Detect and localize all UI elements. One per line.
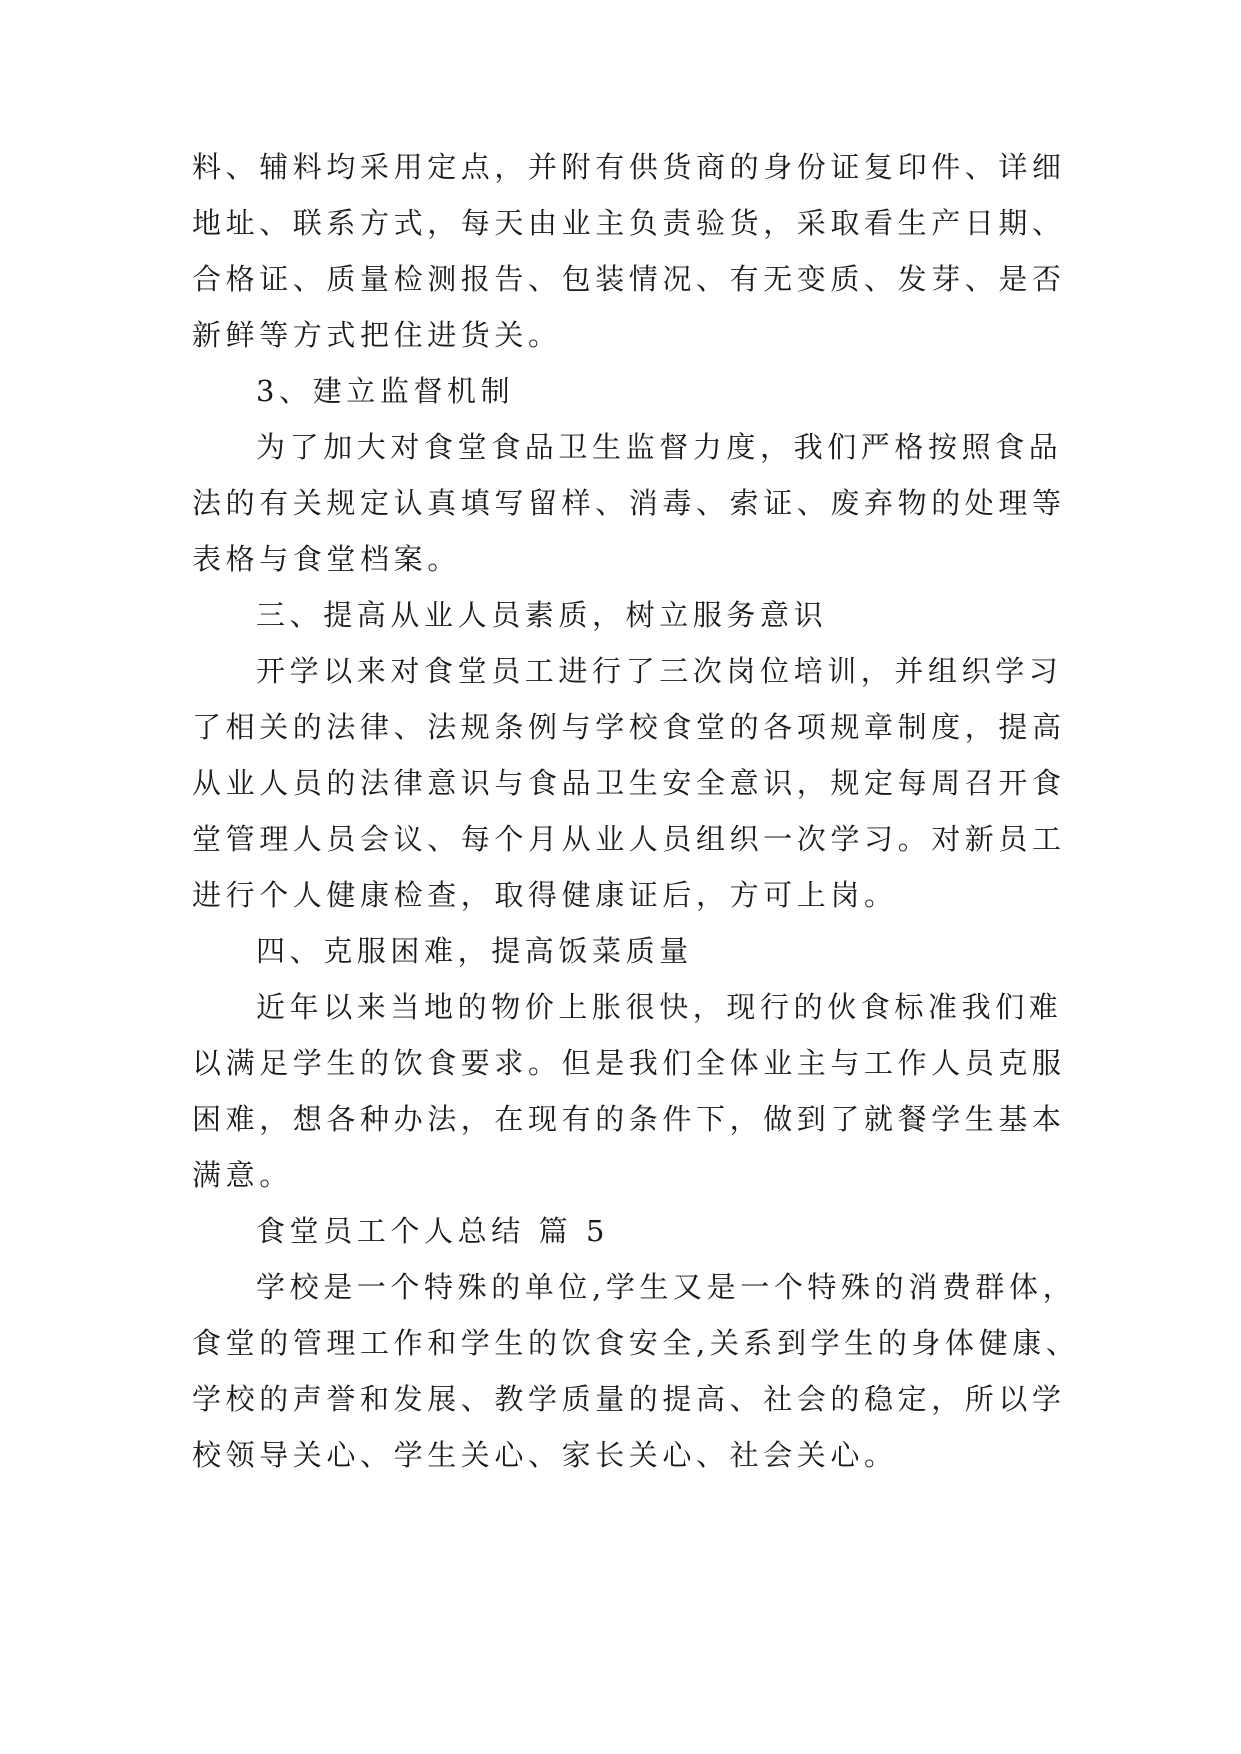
text-line: 学校是一个特殊的单位,学生又是一个特殊的消费群体， xyxy=(256,1270,1077,1304)
section-heading: 3、建立监督机制 xyxy=(256,374,515,408)
article-title: 食堂员工个人总结 篇 5 xyxy=(256,1214,610,1248)
text-line: 为了加大对食堂食品卫生监督力度，我们严格按照食品 xyxy=(256,430,1063,464)
section-heading: 四、克服困难，提高饭菜质量 xyxy=(256,934,693,968)
text-line: 食堂的管理工作和学生的饮食安全,关系到学生的身体健康、 xyxy=(192,1326,1080,1360)
text-line: 料、辅料均采用定点，并附有供货商的身份证复印件、详细 xyxy=(192,150,1066,184)
text-line: 表格与食堂档案。 xyxy=(192,542,461,576)
text-line: 近年以来当地的物价上胀很快，现行的伙食标准我们难 xyxy=(256,990,1063,1024)
text-line: 合格证、质量检测报告、包装情况、有无变质、发芽、是否 xyxy=(192,262,1066,296)
text-line: 堂管理人员会议、每个月从业人员组织一次学习。对新员工 xyxy=(192,822,1066,856)
text-line: 了相关的法律、法规条例与学校食堂的各项规章制度，提高 xyxy=(192,710,1066,744)
text-line: 新鲜等方式把住进货关。 xyxy=(192,318,562,352)
text-line: 从业人员的法律意识与食品卫生安全意识，规定每周召开食 xyxy=(192,766,1066,800)
section-heading: 三、提高从业人员素质，树立服务意识 xyxy=(256,598,828,632)
text-line: 法的有关规定认真填写留样、消毒、索证、废弃物的处理等 xyxy=(192,486,1066,520)
text-line: 满意。 xyxy=(192,1158,293,1192)
text-line: 困难，想各种办法，在现有的条件下，做到了就餐学生基本 xyxy=(192,1102,1066,1136)
text-line: 校领导关心、学生关心、家长关心、社会关心。 xyxy=(192,1438,898,1472)
text-line: 进行个人健康检查，取得健康证后，方可上岗。 xyxy=(192,878,898,912)
text-line: 以满足学生的饮食要求。但是我们全体业主与工作人员克服 xyxy=(192,1046,1066,1080)
text-line: 地址、联系方式，每天由业主负责验货，采取看生产日期、 xyxy=(192,206,1066,240)
text-line: 学校的声誉和发展、教学质量的提高、社会的稳定，所以学 xyxy=(192,1382,1066,1416)
text-line: 开学以来对食堂员工进行了三次岗位培训，并组织学习 xyxy=(256,654,1063,688)
